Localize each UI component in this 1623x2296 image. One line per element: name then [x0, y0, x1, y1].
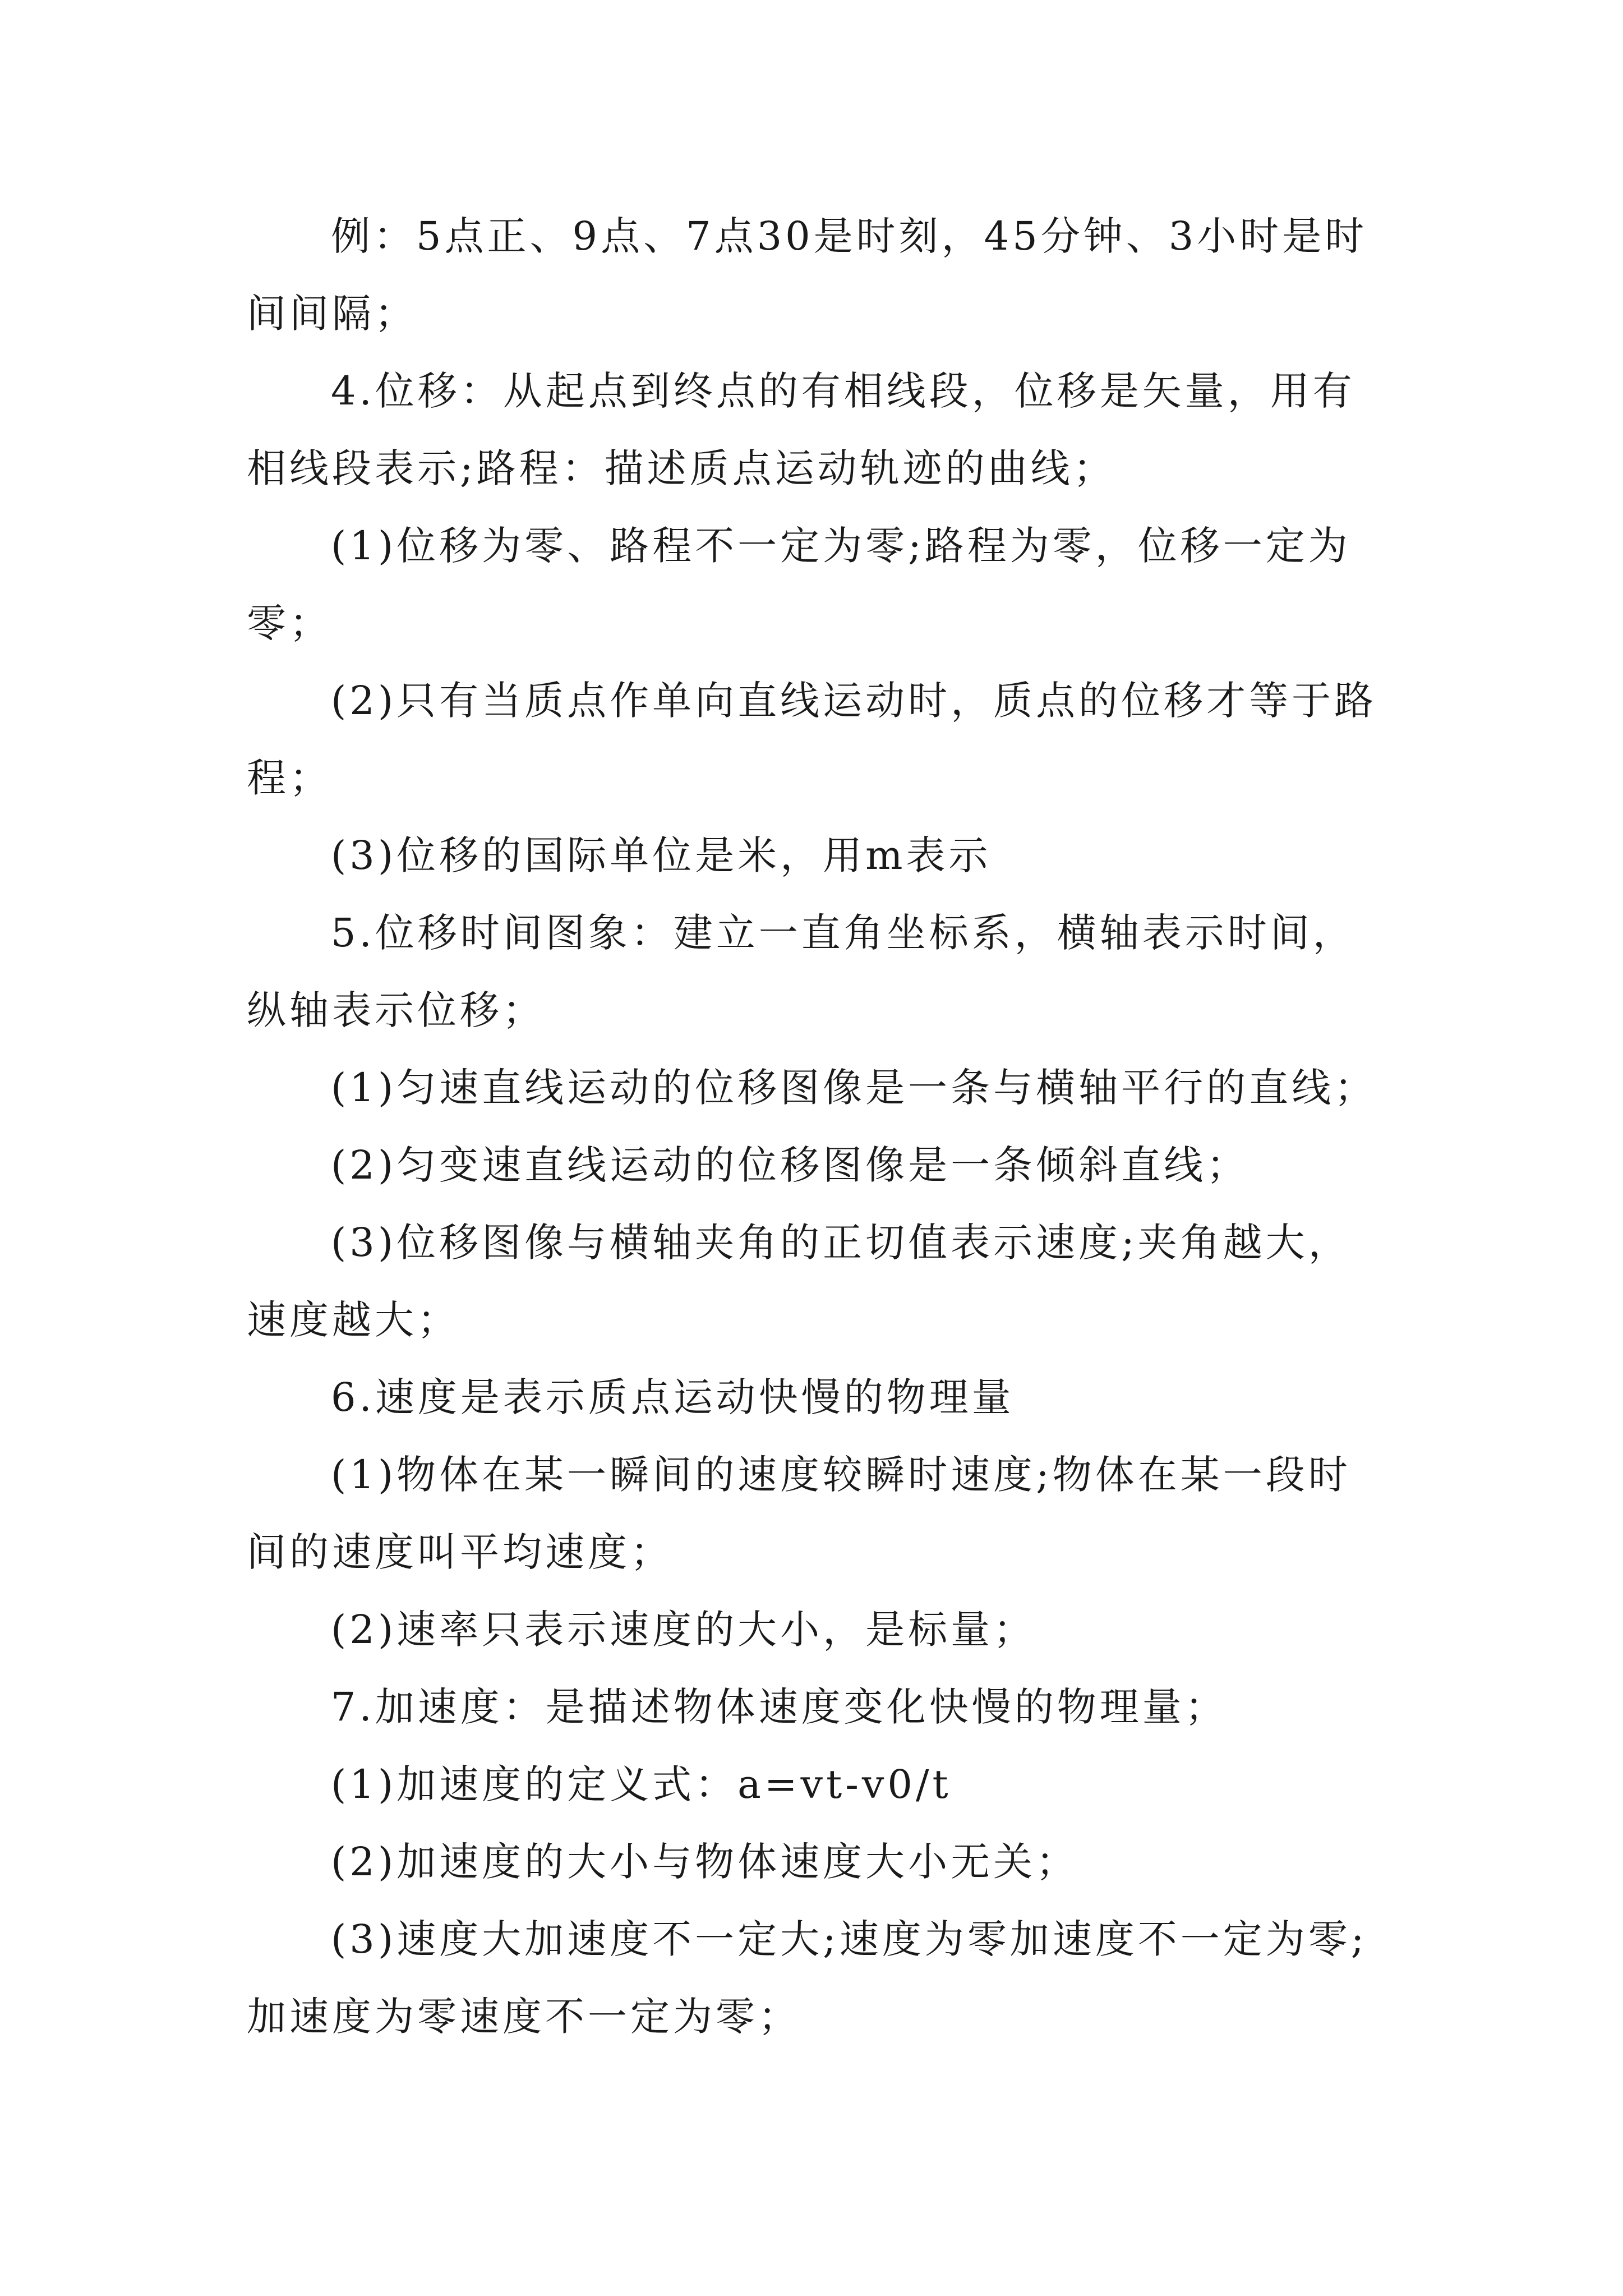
paragraph-acceleration-formula: (1)加速度的定义式：a=vt-v0/t: [331, 1761, 952, 1807]
paragraph-time-example: 例：5点正、9点、7点30是时刻，45分钟、3小时是时间间隔；: [247, 213, 1368, 337]
paragraph-variable-motion-graph: (2)匀变速直线运动的位移图像是一条倾斜直线；: [331, 1142, 1249, 1188]
paragraph-displacement-zero: (1)位移为零、路程不一定为零;路程为零，位移一定为零；: [247, 523, 1351, 646]
paragraph-instant-average-velocity: (1)物体在某一瞬间的速度较瞬时速度;物体在某一段时间的速度叫平均速度；: [247, 1452, 1351, 1575]
paragraph-acceleration-definition: 7.加速度：是描述物体速度变化快慢的物理量；: [331, 1684, 1228, 1730]
paragraph-displacement-unit: (3)位移的国际单位是米，用m表示: [331, 832, 992, 878]
paragraph-velocity-definition: 6.速度是表示质点运动快慢的物理量: [331, 1374, 1015, 1420]
paragraph-displacement-equals-path: (2)只有当质点作单向直线运动时，质点的位移才等于路程；: [247, 678, 1377, 801]
paragraph-graph-slope: (3)位移图像与横轴夹角的正切值表示速度;夹角越大，速度越大；: [247, 1220, 1351, 1343]
paragraph-displacement-definition: 4.位移：从起点到终点的有相线段，位移是矢量，用有相线段表示;路程：描述质点运动轨迹的曲线；: [247, 368, 1355, 491]
paragraph-acceleration-independent: (2)加速度的大小与物体速度大小无关；: [331, 1839, 1079, 1885]
paragraph-acceleration-velocity-relation: (3)速度大加速度不一定大;速度为零加速度不一定为零;加速度为零速度不一定为零；: [247, 1916, 1368, 2040]
paragraph-uniform-motion-graph: (1)匀速直线运动的位移图像是一条与横轴平行的直线；: [331, 1065, 1377, 1111]
paragraph-speed-scalar: (2)速率只表示速度的大小，是标量；: [331, 1607, 1036, 1653]
paragraph-displacement-time-graph: 5.位移时间图象：建立一直角坐标系，横轴表示时间，纵轴表示位移；: [247, 910, 1355, 1033]
